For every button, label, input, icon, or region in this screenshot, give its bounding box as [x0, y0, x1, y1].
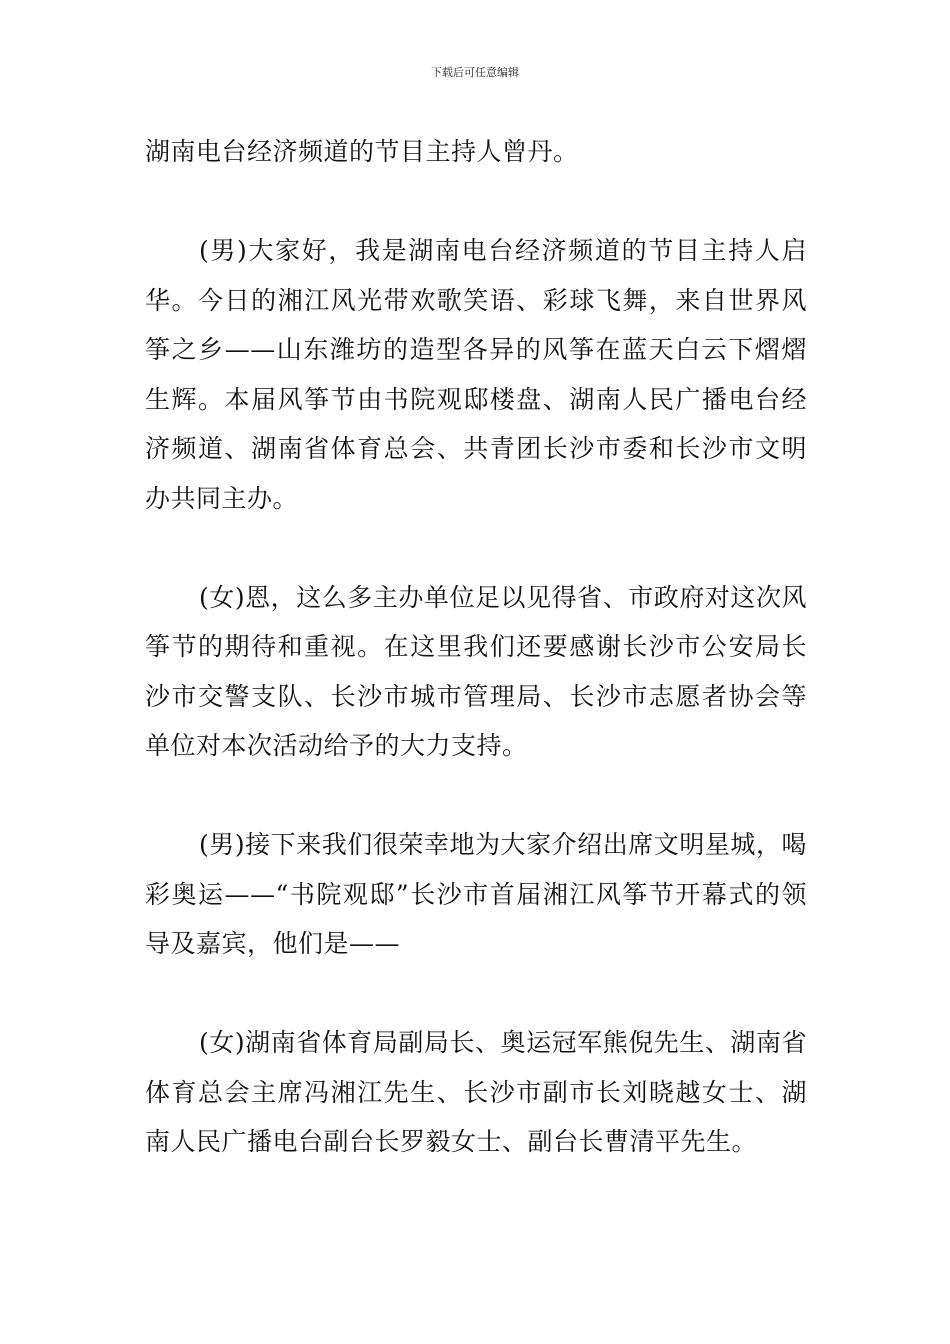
page-header: 下载后可任意编辑 [431, 66, 519, 79]
paragraph-spacer [145, 523, 807, 573]
paragraph-female-host-thanks: (女)恩，这么多主办单位足以见得省、市政府对这次风筝节的期待和重视。在这里我们还要感谢长沙市公安局长沙市交警支队、长沙市城市管理局、长沙市志愿者协会等单位对本次活动给予的大力支持。 [145, 582, 807, 760]
paragraph-female-host-guest-list: (女)湖南省体育局副局长、奥运冠军熊倪先生、湖南省体育总会主席冯湘江先生、长沙市副市长刘晓越女士、湖南人民广播电台副台长罗毅女士、副台长曹清平先生。 [145, 1028, 807, 1156]
paragraph-male-host-guests: (男)接下来我们很荣幸地为大家介绍出席文明星城，喝彩奥运——“书院观邸”长沙市首届湘江风筝节开幕式的领导及嘉宾，他们是—— [145, 830, 807, 958]
paragraph-spacer [145, 969, 807, 1019]
paragraph-spacer [145, 771, 807, 821]
document-body [145, 127, 807, 1167]
paragraph-continuation: 湖南电台经济频道的节目主持人曾丹。 [145, 137, 579, 166]
paragraph-spacer [145, 177, 807, 227]
paragraph-male-host-intro: (男)大家好，我是湖南电台经济频道的节目主持人启华。今日的湘江风光带欢歌笑语、彩球飞舞，来自世界风筝之乡——山东潍坊的造型各异的风筝在蓝天白云下熠熠生辉。本届风筝节由书院观邸楼盘、湖南人民广播电台经济频道、湖南省体育总会、共青团长沙市委和长沙市文明办共同主办。 [145, 236, 807, 513]
